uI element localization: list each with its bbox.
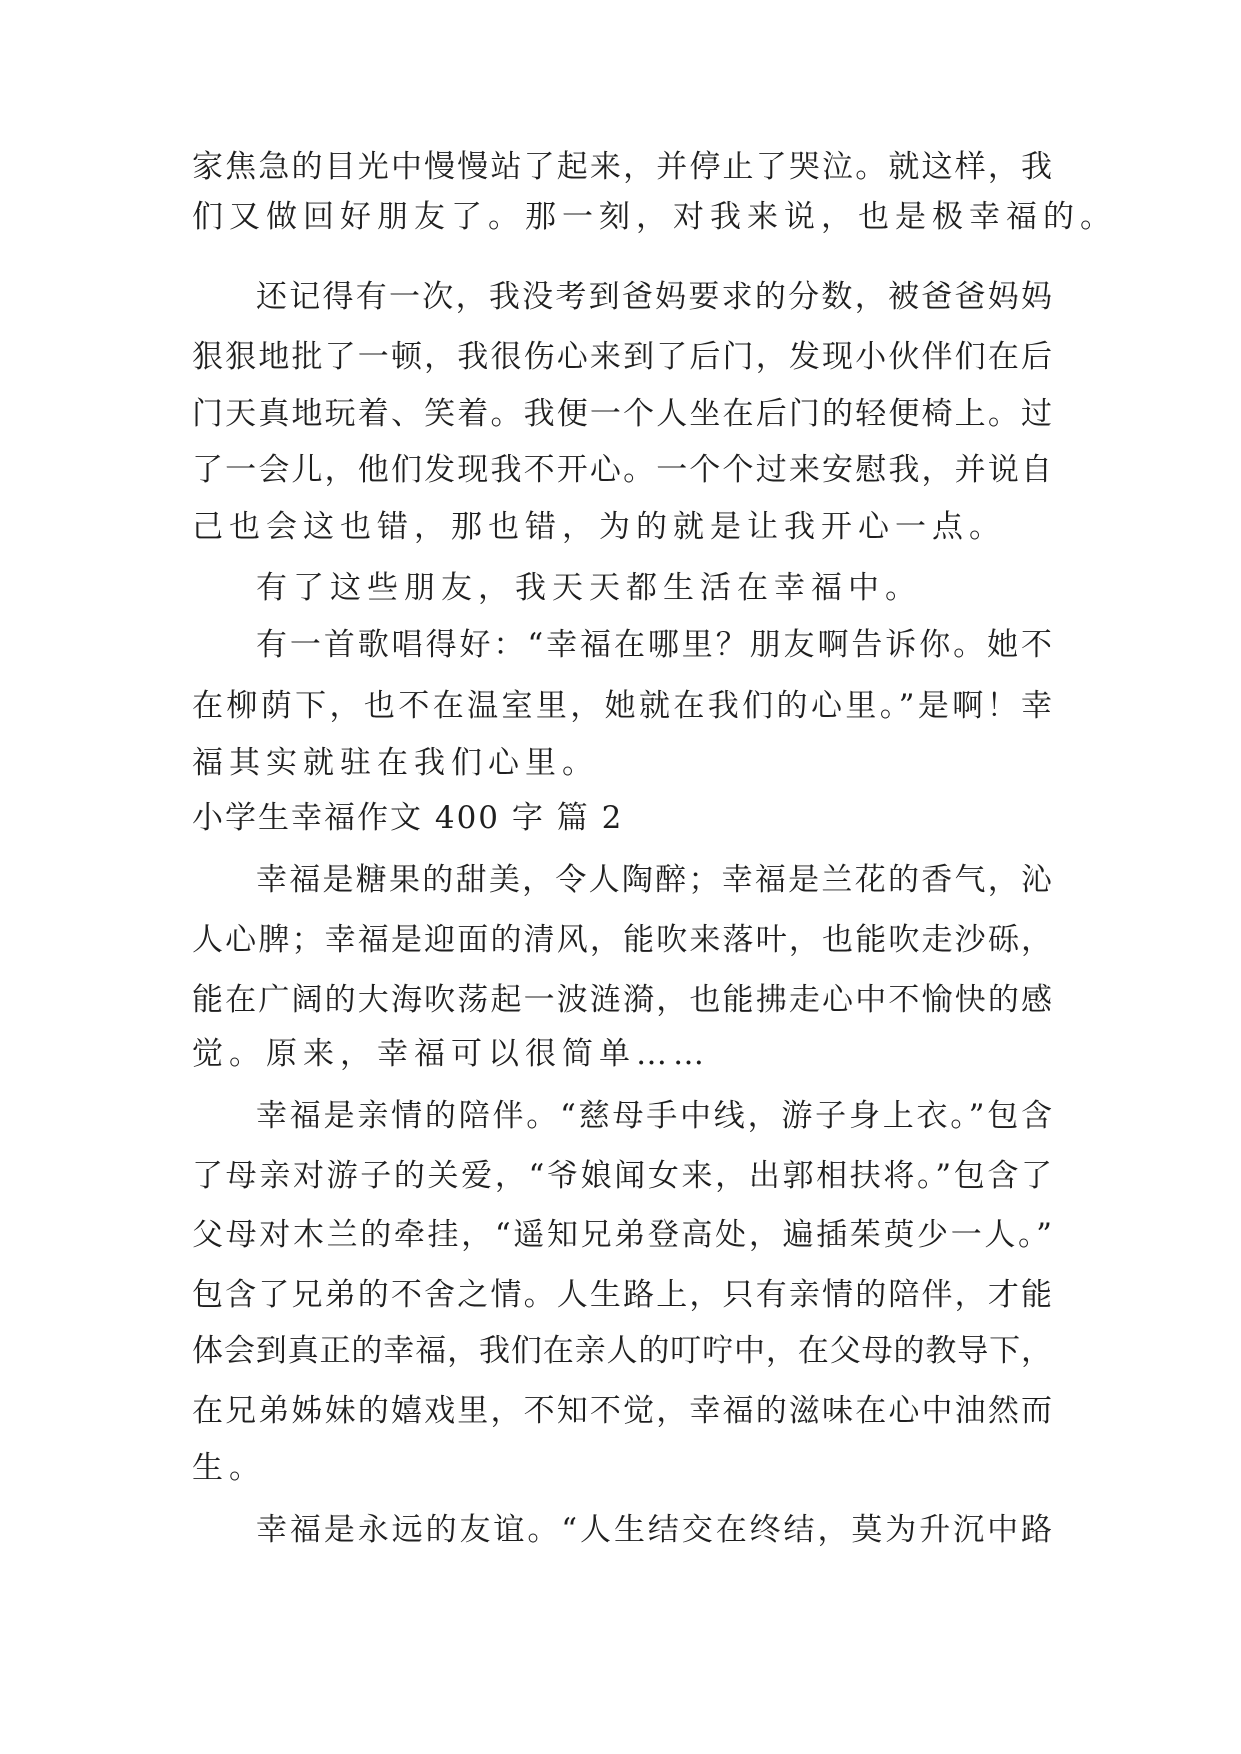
- paragraph-line: 还记得有一次，我没考到爸妈要求的分数，被爸爸妈妈: [256, 279, 1052, 315]
- paragraph-line: 在兄弟姊妹的嬉戏里，不知不觉，幸福的滋味在心中油然而: [192, 1393, 1052, 1429]
- paragraph-line: 幸福是亲情的陪伴。“慈母手中线，游子身上衣。”包含: [256, 1098, 1052, 1134]
- paragraph-line: 家焦急的目光中慢慢站了起来，并停止了哭泣。就这样，我: [192, 149, 1052, 185]
- paragraph-line: 福其实就驻在我们心里。: [192, 745, 599, 781]
- paragraph-line: 体会到真正的幸福，我们在亲人的叮咛中，在父母的教导下，: [192, 1333, 1052, 1369]
- paragraph-line: 人心脾；幸福是迎面的清风，能吹来落叶，也能吹走沙砾，: [192, 922, 1052, 958]
- paragraph-line: 了母亲对游子的关爱，“爷娘闻女来，出郭相扶将。”包含了: [192, 1158, 1052, 1194]
- paragraph-line: 有一首歌唱得好：“幸福在哪里？朋友啊告诉你。她不: [256, 627, 1052, 663]
- paragraph-line: 父母对木兰的牵挂，“遥知兄弟登高处，遍插茱萸少一人。”: [192, 1217, 1052, 1253]
- paragraph-line: 生。: [192, 1450, 266, 1486]
- paragraph-line: 幸福是糖果的甜美，令人陶醉；幸福是兰花的香气，沁: [256, 862, 1052, 898]
- paragraph-line: 觉。原来，幸福可以很简单……: [192, 1036, 710, 1072]
- paragraph-line: 们又做回好朋友了。那一刻，对我来说，也是极幸福的。: [192, 199, 1117, 235]
- paragraph-line: 在柳荫下，也不在温室里，她就在我们的心里。”是啊！幸: [192, 688, 1052, 724]
- paragraph-line: 狠狠地批了一顿，我很伤心来到了后门，发现小伙伴们在后: [192, 339, 1052, 375]
- paragraph-line: 了一会儿，他们发现我不开心。一个个过来安慰我，并说自: [192, 452, 1052, 488]
- section-heading: 小学生幸福作文 400 字 篇 2: [192, 800, 624, 836]
- paragraph-line: 包含了兄弟的不舍之情。人生路上，只有亲情的陪伴，才能: [192, 1277, 1052, 1313]
- paragraph-line: 门天真地玩着、笑着。我便一个人坐在后门的轻便椅上。过: [192, 396, 1052, 432]
- paragraph-line: 己也会这也错，那也错，为的就是让我开心一点。: [192, 509, 1006, 545]
- paragraph-line: 能在广阔的大海吹荡起一波涟漪，也能拂走心中不愉快的感: [192, 982, 1052, 1018]
- paragraph-line: 幸福是永远的友谊。“人生结交在终结，莫为升沉中路: [256, 1512, 1052, 1548]
- paragraph-line: 有了这些朋友，我天天都生活在幸福中。: [256, 570, 922, 606]
